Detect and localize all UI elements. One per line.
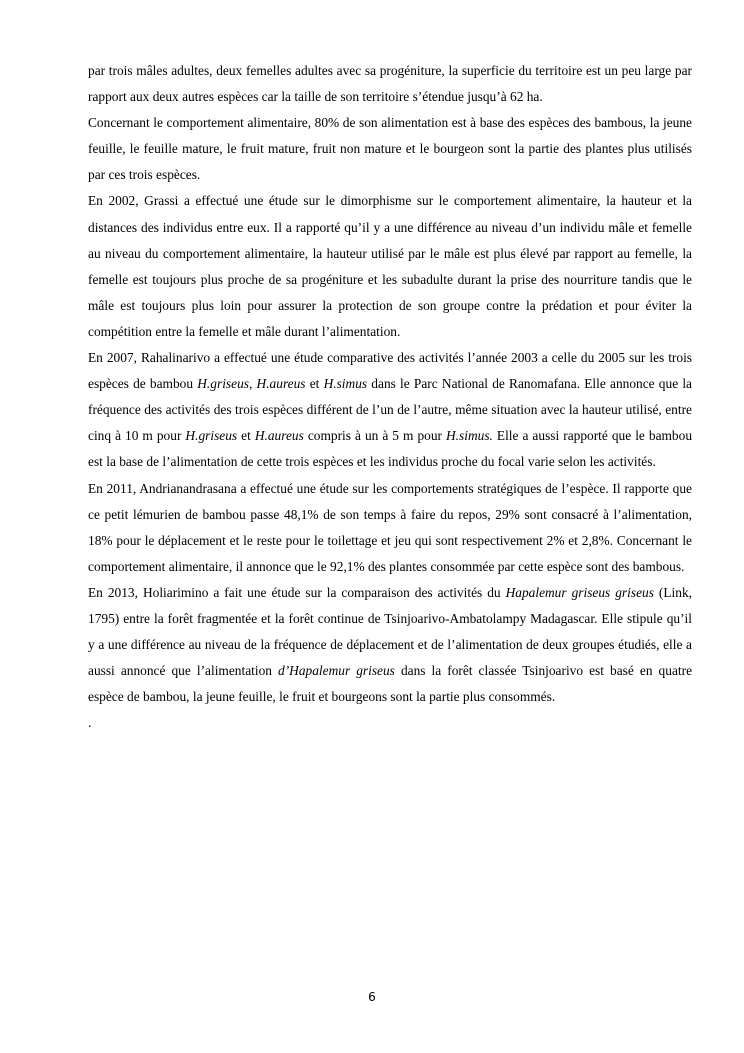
species-name: Hapalemur griseus griseus — [505, 584, 654, 600]
body-text — [88, 58, 692, 736]
paragraph — [88, 345, 692, 475]
species-name: H.simus. — [446, 428, 493, 444]
trailing-dot: . — [88, 715, 92, 731]
text-run: dans le Parc National de Ranomafana. Elle annonce que la fréquence des activités des trois espèces différent de l’un de l’autre, même situation avec la hauteur utilisé, entre cinq à 10 m pour — [88, 376, 692, 444]
species-name: d’Hapalemur griseus — [278, 663, 395, 679]
species-name: H.aureus — [254, 428, 304, 444]
text-run: En 2013, Holiarimino a fait une étude sur la comparaison des activités du — [88, 584, 506, 600]
paragraph — [88, 110, 692, 188]
text-run: En 2007, Rahalinarivo a effectué une étude comparative des activités l’année 2003 a celle du 2005 sur les trois espèces de bambou — [88, 350, 692, 392]
page-number: 6 — [368, 990, 376, 1004]
text-run: et — [237, 428, 255, 444]
text-run: compris à un à 5 m pour — [303, 428, 447, 444]
species-name: H.griseus — [185, 428, 238, 444]
species-name: H.griseus — [197, 376, 249, 392]
text-run: et — [305, 376, 324, 392]
species-name: H.aureus — [256, 376, 306, 392]
paragraph — [88, 188, 692, 345]
text-run: Elle a aussi rapporté que le bambou est la base de l’alimentation de cette trois espèces et les individus proche du focal varie selon les activités. — [88, 428, 693, 470]
paragraph — [88, 580, 692, 710]
species-name: H.simus — [323, 376, 368, 392]
text-run: , — [248, 376, 257, 392]
text-run: (Link, 1795) entre la forêt fragmentée et la forêt continue de Tsinjoarivo-Ambatolampy Madagascar. Elle stipule qu’il y a une différence au niveau de la fréquence de déplacement et de l’alimentation de deux groupes étudiés, elle a aussi annoncé que l’alimentation — [88, 584, 692, 679]
paragraph — [88, 476, 692, 580]
paragraph — [88, 58, 692, 110]
text-run: Concernant le comportement alimentaire, 80% de son alimentation est à base des espèces des bambous, la jeune feuille, le feuille mature, le fruit mature, fruit non mature et le bourgeon sont la partie des plantes plus utilisés par ces trois espèces. — [88, 115, 692, 183]
text-run: par trois mâles adultes, deux femelles adultes avec sa progéniture, la superficie du territoire est un peu large par rapport aux deux autres espèces car la taille de son territoire s’étendue jusqu’à 62 ha. — [88, 63, 692, 105]
text-run: dans la forêt classée Tsinjoarivo est basé en quatre espèce de bambou, la jeune feuille, le fruit et bourgeons sont la partie plus consommés. — [88, 663, 693, 705]
text-run: En 2011, Andrianandrasana a effectué une étude sur les comportements stratégiques de l’espèce. Il rapporte que ce petit lémurien de bambou passe 48,1% de son temps à faire du repos, 29% sont consacré à l’alimentation, 18% pour le déplacement et le reste pour le toilettage et jeu qui sont respectivement 2% et 2,8%. Concernant le comportement alimentaire, il annonce que le 92,1% des plantes consommée par cette espèce sont des bambous. — [88, 480, 692, 574]
text-run: En 2002, Grassi a effectué une étude sur le dimorphisme sur le comportement alimentaire, la hauteur et la distances des individus entre eux. Il a rapporté qu’il y a une différence au niveau d’un individu mâle et femelle au niveau du comportement alimentaire, la hauteur utilisé par le mâle est plus élevé par rapport au femelle, la femelle est toujours plus proche de sa progéniture et les subadulte durant la prise des nourriture tandis que le mâle est toujours plus loin pour assurer la protection de son groupe contre la prédation et pour éviter la compétition entre la femelle et mâle durant l’alimentation. — [88, 193, 692, 339]
